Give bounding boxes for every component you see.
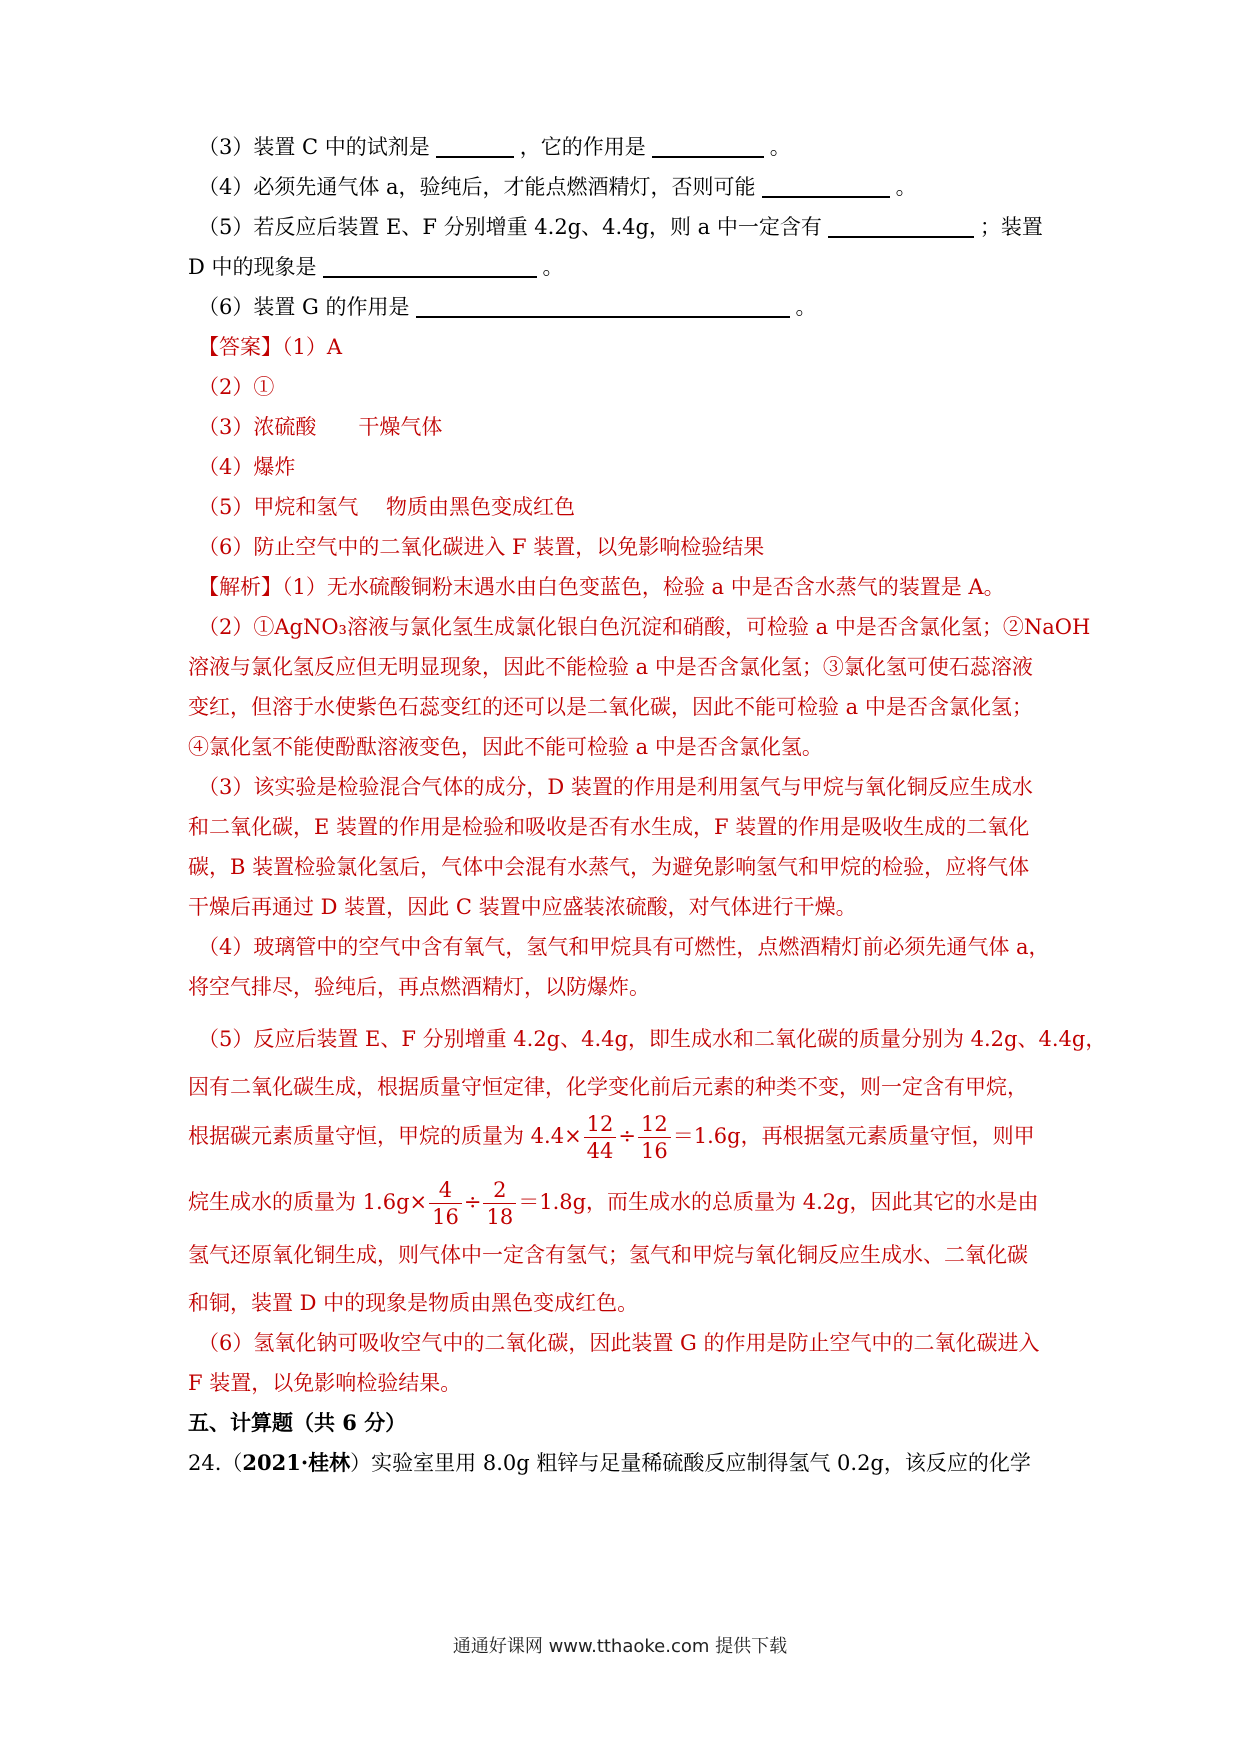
question-source: 2021·桂林	[242, 1450, 351, 1475]
analysis-p4-line: （4）玻璃管中的空气中含有氧气，氢气和甲烷具有可燃性，点燃酒精灯前必须先通气体 a，	[198, 935, 1050, 959]
analysis-label: 【解析】	[198, 575, 282, 599]
blank-line	[436, 134, 514, 158]
answer-line-6: （6）防止空气中的二氧化碳进入 F 装置，以免影响检验结果	[198, 535, 765, 559]
answer-line-1: 【答案】（1）A	[198, 335, 343, 359]
answer-line-3: （3）浓硫酸 干燥气体	[198, 415, 443, 439]
answer-line-4: （4）爆炸	[198, 455, 296, 479]
analysis-p5-line: 因有二氧化碳生成，根据质量守恒定律，化学变化前后元素的种类不变，则一定含有甲烷，	[188, 1075, 1028, 1099]
answer-line-5: （5）甲烷和氢气 物质由黑色变成红色	[198, 495, 576, 519]
fraction: $\frac{2}{18}$	[483, 1177, 516, 1230]
blank-line	[828, 214, 974, 238]
analysis-p6-line: F 装置，以免影响检验结果。	[188, 1371, 462, 1395]
blank-line	[416, 294, 790, 318]
analysis-p2-line: ④氯化氢不能使酚酞溶液变色，因此不能可检验 a 中是否含氯化氢。	[188, 735, 823, 759]
question-5-cont: D 中的现象是 。	[188, 255, 564, 279]
analysis-p5-formula-2: 烷生成水的质量为 1.6g× $\frac{4}{16}$ ÷ $\frac{2}{18}$ ＝1.8g，而生成水的总质量为 4.2g，因此其它的水是由	[188, 1178, 1039, 1229]
blank-line	[652, 134, 764, 158]
analysis-p5-line: 氢气还原氧化铜生成，则气体中一定含有氢气；氢气和甲烷与氧化铜反应生成水、二氧化碳	[188, 1243, 1028, 1267]
page-footer: 通通好课网 www.tthaoke.com 提供下载	[452, 1636, 788, 1657]
fraction: $\frac{12}{16}$	[638, 1111, 671, 1164]
analysis-p2-line: （2）①AgNO₃溶液与氯化氢生成氯化银白色沉淀和硝酸，可检验 a 中是否含氯化氢；②NaOH	[198, 615, 1091, 639]
analysis-p5-line: （5）反应后装置 E、F 分别增重 4.2g、4.4g，即生成水和二氧化碳的质量分别为 4.2g、4.4g，	[198, 1027, 1107, 1051]
question-5: （5）若反应后装置 E、F 分别增重 4.2g、4.4g，则 a 中一定含有 ；装置	[198, 215, 1043, 239]
analysis-p6-line: （6）氢氧化钠可吸收空气中的二氧化碳，因此装置 G 的作用是防止空气中的二氧化碳进入	[198, 1331, 1040, 1355]
analysis-p2-line: 溶液与氯化氢反应但无明显现象，因此不能检验 a 中是否含氯化氢；③氯化氢可使石蕊溶液	[188, 655, 1033, 679]
section-title: 五、计算题（共 6 分）	[188, 1410, 407, 1435]
fraction: $\frac{12}{44}$	[584, 1111, 617, 1164]
analysis-p5-formula-1: 根据碳元素质量守恒，甲烷的质量为 4.4× $\frac{12}{44}$ ÷ $\frac{12}{16}$ ＝1.6g，再根据氢元素质量守恒，则甲	[188, 1112, 1035, 1163]
question-6: （6）装置 G 的作用是 。	[198, 295, 817, 319]
analysis-p2-line: 变红，但溶于水使紫色石蕊变红的还可以是二氧化碳，因此不能可检验 a 中是否含氯化氢；	[188, 695, 1033, 719]
question-3: （3）装置 C 中的试剂是 ，它的作用是 。	[198, 135, 791, 159]
analysis-p3-line: （3）该实验是检验混合气体的成分，D 装置的作用是利用氢气与甲烷与氧化铜反应生成水	[198, 775, 1033, 799]
blank-line	[762, 174, 890, 198]
question-4: （4）必须先通气体 a，验纯后，才能点燃酒精灯，否则可能 。	[198, 175, 917, 199]
analysis-p3-line: 碳，B 装置检验氯化氢后，气体中会混有水蒸气，为避免影响氢气和甲烷的检验，应将气体	[188, 855, 1030, 879]
analysis-line-1: 【解析】（1）无水硫酸铜粉末遇水由白色变蓝色，检验 a 中是否含水蒸气的装置是 A。	[198, 575, 1005, 599]
blank-line	[323, 254, 537, 278]
answer-label: 【答案】	[198, 335, 282, 359]
fraction: $\frac{4}{16}$	[429, 1177, 462, 1230]
analysis-p4-line: 将空气排尽，验纯后，再点燃酒精灯，以防爆炸。	[188, 975, 650, 999]
analysis-p3-line: 和二氧化碳，E 装置的作用是检验和吸收是否有水生成，F 装置的作用是吸收生成的二氧化	[188, 815, 1030, 839]
answer-line-2: （2）①	[198, 375, 275, 399]
question-24: 24.（2021·桂林）实验室里用 8.0g 粗锌与足量稀硫酸反应制得氢气 0.2g，该反应的化学	[188, 1450, 1031, 1475]
analysis-p5-line: 和铜，装置 D 中的现象是物质由黑色变成红色。	[188, 1291, 639, 1315]
analysis-p3-line: 干燥后再通过 D 装置，因此 C 装置中应盛装浓硫酸，对气体进行干燥。	[188, 895, 857, 919]
